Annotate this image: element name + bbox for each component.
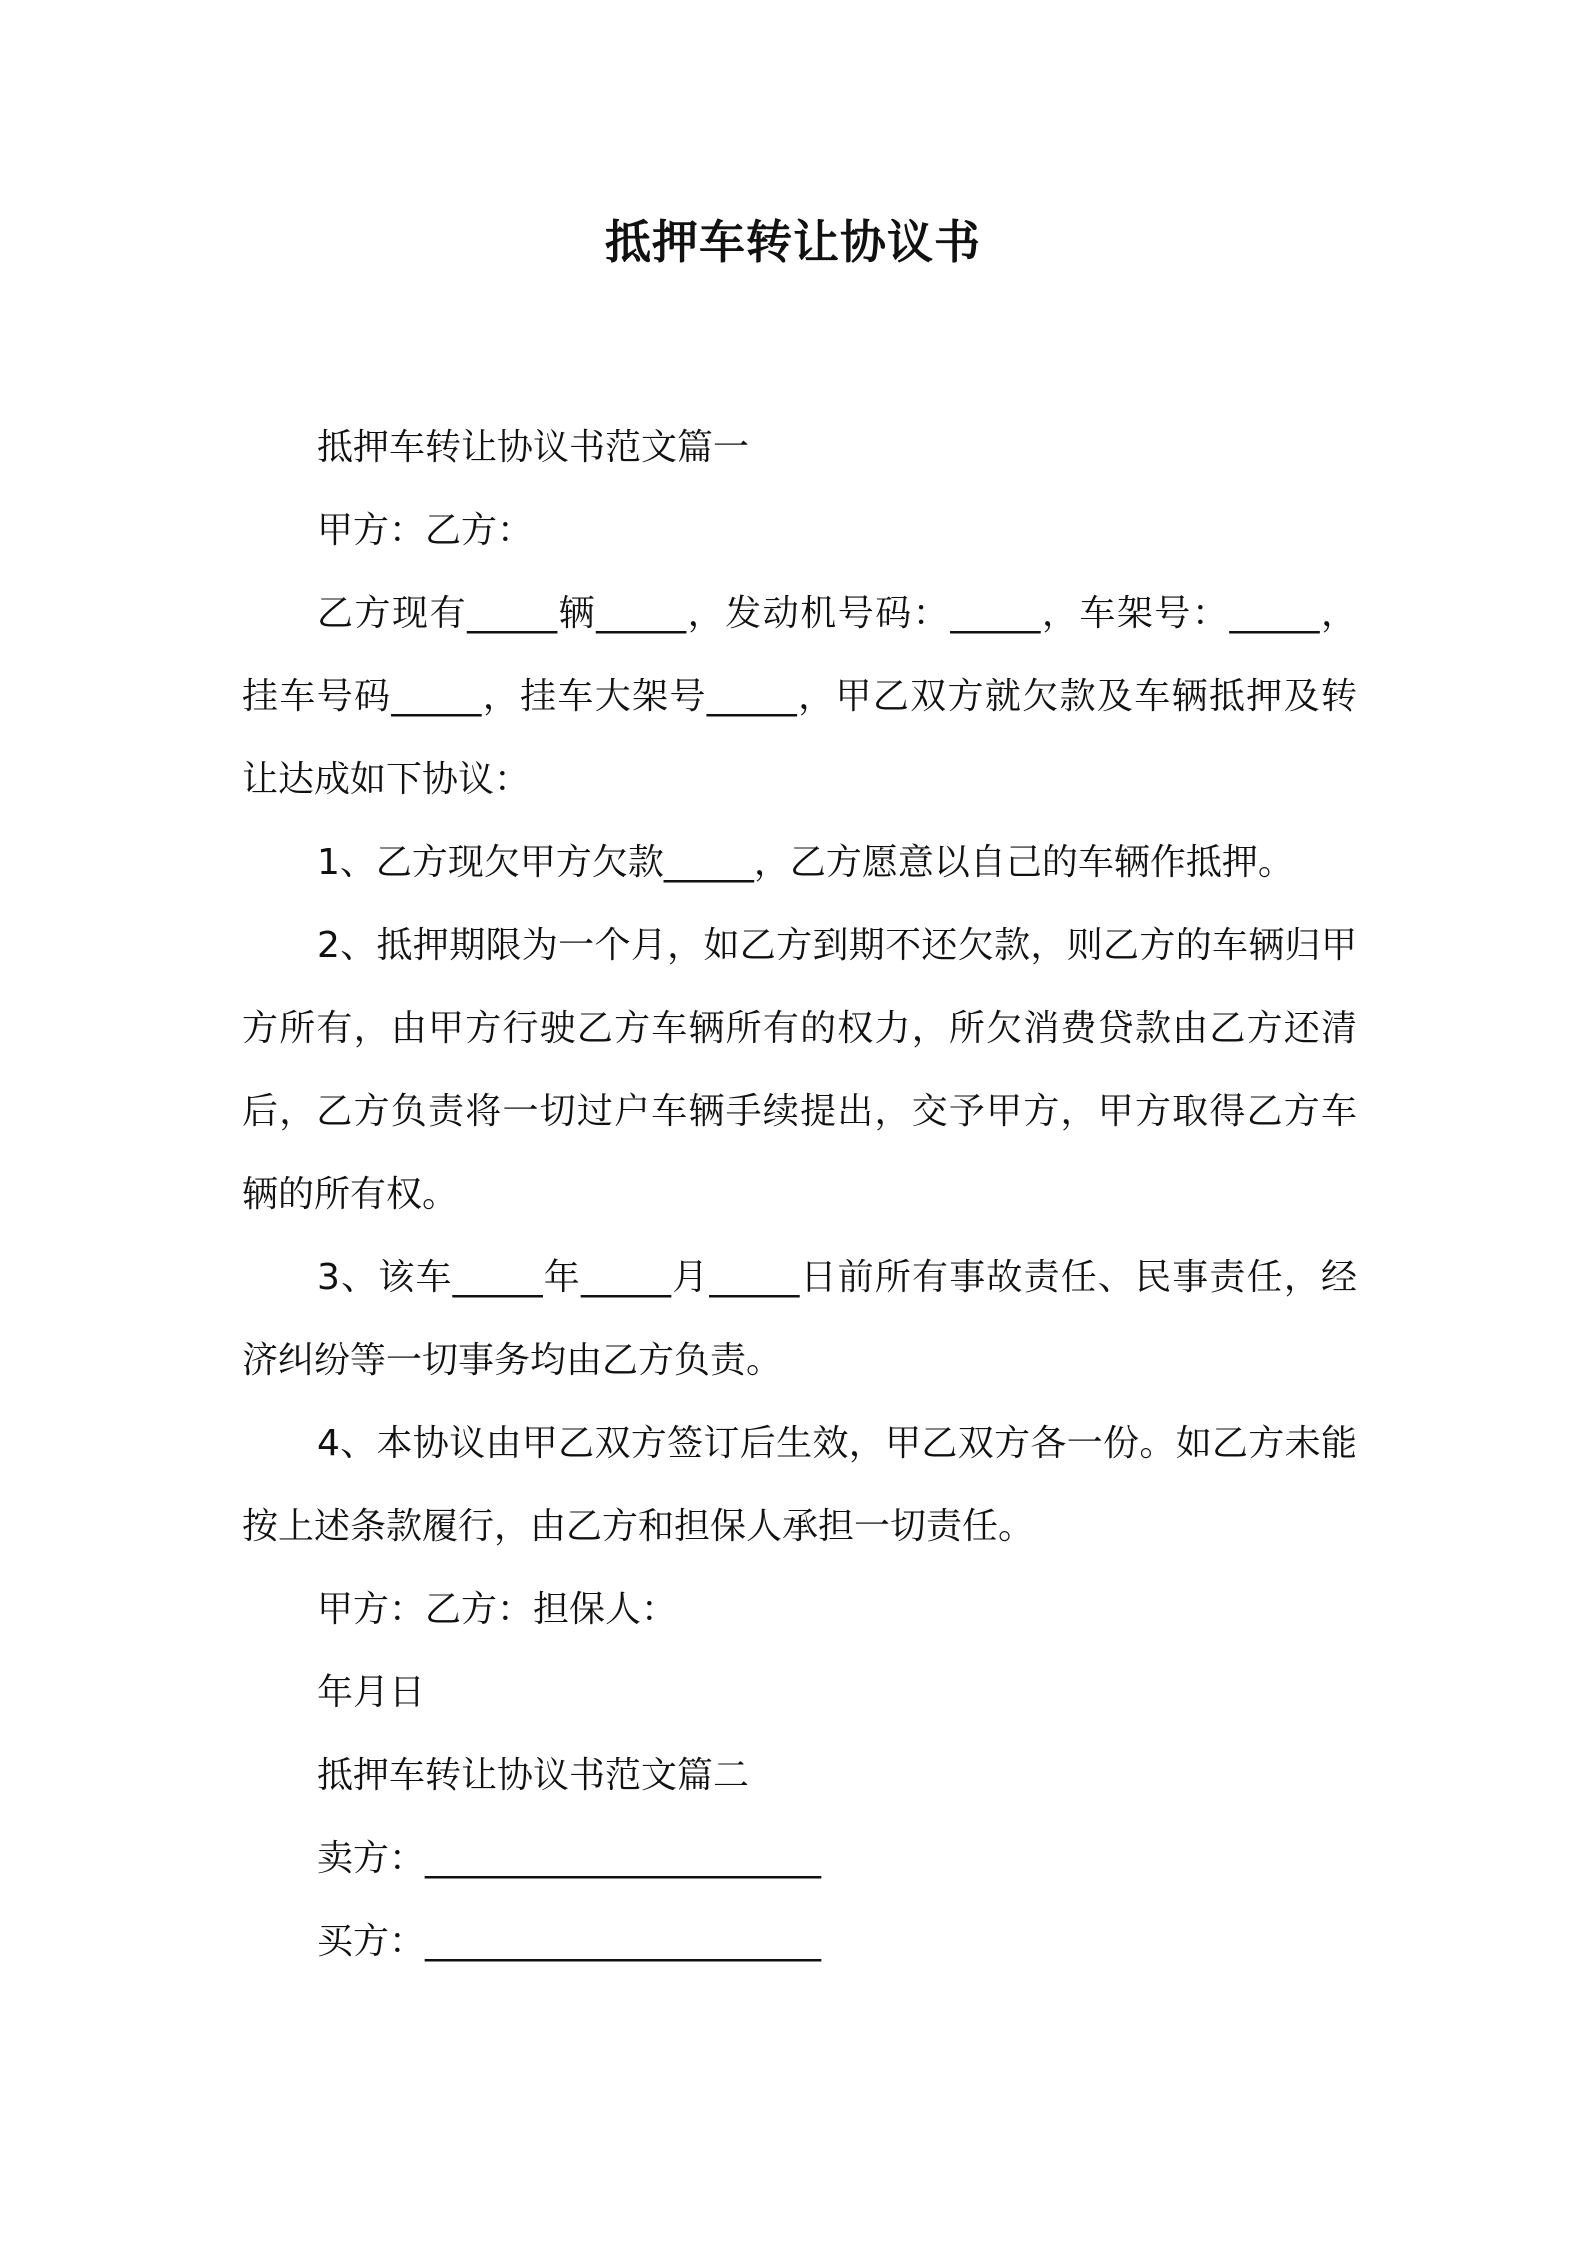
document-body bbox=[242, 406, 1357, 1983]
document-title: 抵押车转让协议书 bbox=[605, 215, 981, 269]
clause-3: 3、该车_____年_____月_____日前所有事故责任、民事责任，经济纠纷等一切事务均由乙方负责。 bbox=[242, 1257, 1357, 1381]
parties-line: 甲方：乙方： bbox=[317, 510, 534, 551]
signature-line: 甲方：乙方：担保人： bbox=[317, 1589, 678, 1630]
seller-line: 卖方：______________________ bbox=[317, 1838, 822, 1879]
clause-1: 1、乙方现欠甲方欠款_____，乙方愿意以自己的车辆作抵押。 bbox=[317, 842, 1294, 883]
clause-4: 4、本协议由甲乙双方签订后生效，甲乙双方各一份。如乙方未能按上述条款履行，由乙方和担保人承担一切责任。 bbox=[242, 1423, 1357, 1547]
buyer-line: 买方：______________________ bbox=[317, 1921, 822, 1962]
vehicle-info-paragraph: 乙方现有_____辆_____，发动机号码：_____，车架号：_____，挂车号码_____，挂车大架号_____，甲乙双方就欠款及车辆抵押及转让达成如下协议： bbox=[242, 593, 1357, 800]
section-heading-2: 抵押车转让协议书范文篇二 bbox=[317, 1755, 750, 1796]
clause-2: 2、抵押期限为一个月，如乙方到期不还欠款，则乙方的车辆归甲方所有，由甲方行驶乙方车辆所有的权力，所欠消费贷款由乙方还清后，乙方负责将一切过户车辆手续提出，交予甲方，甲方取得乙方车辆的所有权。 bbox=[242, 925, 1357, 1215]
date-line: 年月日 bbox=[317, 1672, 426, 1713]
section-heading-1: 抵押车转让协议书范文篇一 bbox=[317, 427, 750, 468]
